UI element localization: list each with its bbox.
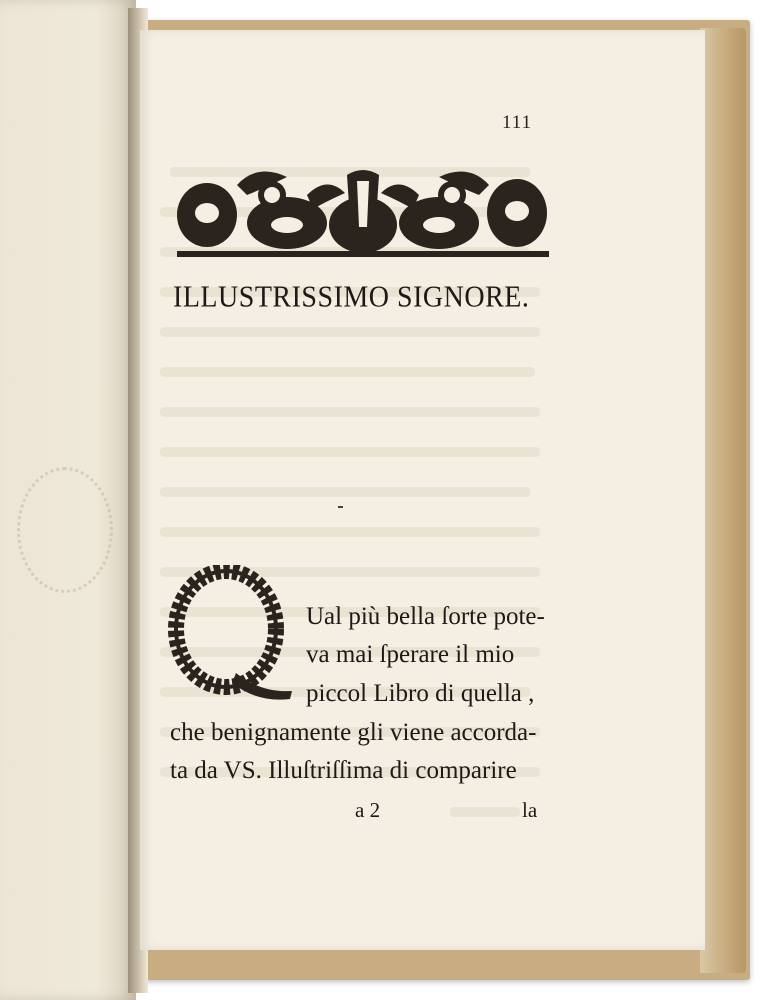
dedication-heading: ILLUSTRISSIMO SIGNORE.: [173, 280, 530, 315]
signature-mark: a 2: [355, 798, 381, 822]
page-number: 111: [502, 112, 533, 133]
left-page-ornament: [17, 467, 113, 593]
headpiece-ornament-icon: [177, 165, 549, 261]
text-line-1: Ual più bella ſorte pote-: [306, 603, 545, 630]
catchword: la: [522, 798, 538, 822]
type-speck: [338, 506, 343, 508]
left-page: [0, 0, 136, 1000]
text-line-5: ta da VS. Illuſtriſſima di comparire: [170, 757, 517, 784]
text-line-4: che benignamente gli viene accorda-: [170, 719, 537, 746]
svg-text:Q: Q: [219, 621, 233, 641]
left-page-bleed-through: [0, 85, 136, 611]
text-line-3: piccol Libro di quella ,: [306, 680, 535, 707]
cover-edge: [700, 28, 746, 973]
text-line-2: va mai ſperare il mio: [306, 641, 515, 668]
decorated-initial: [166, 565, 296, 703]
wreath-initial-icon: [166, 565, 296, 703]
